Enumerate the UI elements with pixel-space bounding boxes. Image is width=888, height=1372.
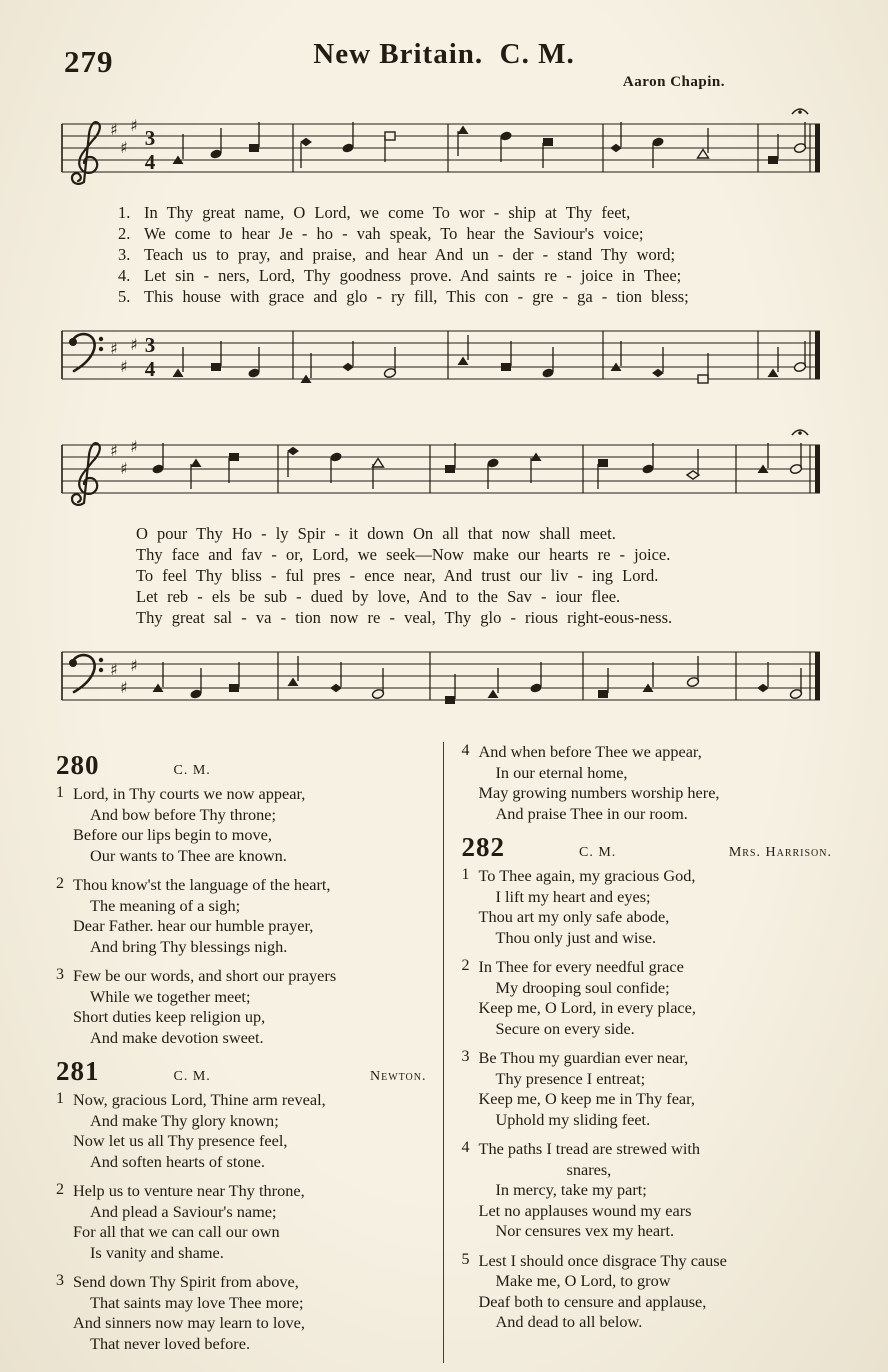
verse-number: 4. (118, 266, 131, 285)
sharp-icon: ♯ (110, 120, 118, 139)
verse-text: Teach us to pray, and praise, and hear And un - der - stand Thy word; (144, 245, 676, 264)
left-column (56, 742, 443, 1363)
stanza-line: Keep me, O Lord, in every place, (478, 998, 696, 1017)
fermata-icon (798, 110, 802, 114)
stanza-number: 4 (461, 1139, 470, 1156)
verse-text: O pour Thy Ho - ly Spir - it down On all that now shall meet. (136, 524, 616, 543)
verse-text: Thy great sal - va - tion now re - veal, Thy glo - rious right-eous-ness. (136, 608, 673, 627)
stanza-line: Thou know'st the language of the heart, (73, 875, 331, 894)
note-head (191, 459, 202, 468)
sharp-icon: ♯ (120, 357, 128, 376)
hymn-author: Newton. (369, 1069, 427, 1084)
note-head (173, 369, 184, 378)
page-title: New Britain. C. M. (313, 38, 575, 70)
stanza-line: Let no applauses wound my ears (478, 1200, 692, 1220)
hymn-meter: C. M. (173, 763, 211, 778)
page-header (58, 34, 830, 100)
stanza-line: And bring Thy blessings nigh. (90, 936, 288, 956)
verse-line (118, 223, 830, 244)
stanza-line: Be Thou my guardian ever near, (478, 1048, 689, 1067)
note-head (768, 369, 779, 378)
verse-text: Let sin - ners, Lord, Thy goodness prove. And saints re - joice in Thee; (144, 266, 682, 285)
composer-name: Aaron Chapin. (622, 74, 725, 90)
stanza-number: 2 (56, 875, 64, 892)
note-head (342, 363, 354, 371)
hymn-number: 280 (56, 750, 100, 780)
note-head (445, 696, 455, 704)
note-head (488, 690, 499, 699)
stanza-line: In mercy, take my part; (495, 1180, 647, 1199)
right-column (444, 742, 833, 1363)
bass-clef-icon (99, 668, 103, 672)
stanza-line: That never loved before. (90, 1333, 251, 1353)
stanza-line: While we together meet; (90, 986, 251, 1006)
hymn-number: 281 (56, 1056, 100, 1086)
hymn-header (462, 834, 833, 861)
stanza (462, 1139, 833, 1242)
stanza (56, 966, 427, 1048)
sharp-icon: ♯ (120, 459, 128, 478)
sharp-icon: ♯ (130, 656, 138, 675)
hymn-header (56, 752, 427, 779)
stanza-line: Is vanity and shame. (90, 1242, 224, 1262)
stanza-number: 1 (56, 784, 64, 801)
note-head (543, 138, 553, 146)
sharp-icon: ♯ (110, 339, 118, 358)
verses-part2 (136, 523, 830, 628)
stanza-number: 1 (56, 1090, 64, 1107)
system-1 (58, 104, 830, 196)
note-head (211, 363, 221, 371)
stanza-line: Keep me, O keep me in Thy fear, (478, 1089, 695, 1108)
stanza-line: And when before Thee we appear, (478, 742, 702, 761)
stanza-line: My drooping soul confide; (495, 977, 670, 997)
stanza-line: The paths I tread are strewed with (478, 1139, 701, 1158)
stanza-number: 3 (56, 1272, 64, 1289)
stanza-line: snares, (566, 1159, 612, 1179)
verses-part1 (118, 202, 830, 307)
stanza-number: 2 (461, 957, 470, 974)
stanza-line: To Thee again, my gracious God, (478, 866, 696, 885)
time-signature-top: 3 (144, 333, 156, 357)
stanza-line: Deaf both to censure and applause, (478, 1291, 707, 1311)
system-2 (58, 425, 830, 517)
stanza-line: Send down Thy Spirit from above, (73, 1272, 299, 1291)
stanza-line: And make devotion sweet. (90, 1027, 264, 1047)
stanza-line: Before our lips begin to move, (73, 825, 272, 844)
note-head (652, 369, 664, 377)
stanza (56, 1090, 427, 1172)
stanza-line: Now let us all Thy presence feel, (73, 1131, 288, 1150)
note-head (229, 453, 239, 461)
stanza-line: Thou art my only safe abode, (478, 907, 670, 926)
treble-staff-1 (58, 104, 828, 196)
stanza-line: Uphold my sliding feet. (495, 1109, 651, 1129)
stanza (56, 1181, 427, 1263)
bass-staff-2 (58, 632, 828, 728)
note-head (229, 684, 239, 692)
stanza-line: And dead to all below. (495, 1312, 643, 1331)
stanza-line: And sinners now may learn to love, (73, 1313, 305, 1332)
note-head (757, 684, 769, 692)
stanza-line: In our eternal home, (495, 762, 628, 782)
verse-number: 2. (118, 224, 131, 243)
hymn-number: 282 (461, 832, 505, 862)
stanza (462, 742, 833, 824)
hymn-header (56, 1058, 427, 1085)
stanza-number: 3 (461, 1048, 470, 1065)
stanza-line: And bow before Thy throne; (90, 804, 276, 824)
sharp-icon: ♯ (120, 138, 128, 157)
time-signature-bottom: 4 (144, 150, 156, 174)
system-1-bass (58, 311, 830, 407)
note-head (249, 144, 259, 152)
time-signature-bottom: 4 (144, 357, 156, 381)
verse-number: 3. (118, 245, 131, 264)
stanza (56, 784, 427, 866)
bass-clef-icon (99, 337, 103, 341)
sharp-icon: ♯ (130, 116, 138, 135)
sharp-icon: ♯ (130, 335, 138, 354)
system-2-bass (58, 632, 830, 728)
stanza-line: Short duties keep religion up, (73, 1007, 266, 1026)
stanza-line: Thou only just and wise. (495, 927, 657, 947)
note-head (445, 465, 455, 473)
bass-clef-icon (69, 659, 77, 667)
note-head (598, 459, 608, 467)
verse-text: Let reb - els be sub - dued by love, And to the Sav - iour flee. (136, 587, 621, 606)
verse-text: We come to hear Je - ho - vah speak, To hear the Saviour's voice; (144, 224, 644, 243)
verse-number: 5. (118, 287, 131, 306)
note-head (385, 132, 395, 140)
verse-line (136, 544, 830, 565)
stanza-line: I lift my heart and eyes; (495, 886, 651, 906)
stanza-line: Dear Father. hear our humble prayer, (73, 916, 314, 935)
music-section (58, 104, 830, 728)
hymn-meter: C. M. (579, 845, 617, 860)
treble-clef-icon (72, 443, 100, 505)
stanza-line: And praise Thee in our room. (495, 803, 688, 823)
bass-staff-1 (58, 311, 828, 407)
verse-text: To feel Thy bliss - ful pres - ence near, And trust our liv - ing Lord. (136, 566, 659, 585)
stanza-number: 3 (56, 966, 64, 983)
sharp-icon: ♯ (110, 660, 118, 679)
verse-line (136, 565, 830, 586)
stanza-number: 2 (56, 1181, 64, 1198)
stanza (462, 1251, 833, 1333)
stanza-line: Lord, in Thy courts we now appear, (73, 784, 306, 803)
stanza-line: That saints may love Thee more; (90, 1292, 304, 1312)
stanza-line: And soften hearts of stone. (90, 1151, 265, 1171)
stanza-line: For all that we can call our own (73, 1222, 280, 1241)
stanza-line: And make Thy glory known; (90, 1110, 279, 1130)
note-head (458, 126, 469, 135)
verse-line (118, 202, 830, 223)
stanza-line: Help us to venture near Thy throne, (73, 1181, 305, 1200)
verse-number: 1. (118, 203, 131, 222)
note-head (373, 459, 384, 468)
stanza-line: Secure on every side. (495, 1018, 635, 1038)
note-head (501, 363, 511, 371)
note-head (288, 678, 299, 687)
note-head (458, 357, 469, 366)
sharp-icon: ♯ (110, 441, 118, 460)
verse-line (118, 244, 830, 265)
stanza-line: Make me, O Lord, to grow (495, 1271, 671, 1290)
verse-line (136, 607, 830, 628)
note-head (687, 471, 699, 479)
stanza-number: 5 (461, 1250, 470, 1268)
stanza-line: Lest I should once disgrace Thy cause (478, 1250, 727, 1270)
note-head (330, 684, 342, 692)
fermata-icon (798, 431, 802, 435)
time-signature-top: 3 (144, 126, 156, 150)
stanza-line: Nor censures vex my heart. (495, 1221, 675, 1240)
stanza (56, 1272, 427, 1354)
hymn-text-columns (56, 742, 832, 1363)
verse-text: In Thy great name, O Lord, we come To wor - ship at Thy feet, (144, 203, 631, 222)
bass-clef-icon (99, 658, 103, 662)
note-head (698, 375, 708, 383)
stanza (462, 957, 833, 1039)
sharp-icon: ♯ (120, 678, 128, 697)
sharp-icon: ♯ (130, 437, 138, 456)
bass-clef-icon (99, 347, 103, 351)
treble-clef-icon (72, 122, 100, 184)
stanza-line: Few be our words, and short our prayers (73, 966, 337, 985)
note-head (300, 138, 312, 146)
bass-clef-icon (69, 338, 77, 346)
stanza-line: Our wants to Thee are known. (90, 845, 287, 865)
hymn-author: Mrs. Harrison. (728, 845, 832, 860)
stanza (462, 866, 833, 948)
verse-text: Thy face and fav - or, Lord, we seek—Now make our hearts re - joice. (136, 545, 671, 564)
note-head (610, 144, 622, 152)
note-head (287, 447, 299, 455)
verse-line (136, 586, 830, 607)
stanza (462, 1048, 833, 1130)
stanza-line: May growing numbers worship here, (478, 783, 720, 802)
verse-line (118, 286, 830, 307)
stanza-line: And plead a Saviour's name; (90, 1201, 277, 1221)
verse-line (118, 265, 830, 286)
verse-text: This house with grace and glo - ry fill, This con - gre - ga - tion bless; (144, 287, 689, 306)
stanza-line: Now, gracious Lord, Thine arm reveal, (73, 1090, 326, 1109)
treble-staff-2 (58, 425, 828, 517)
stanza-line: The meaning of a sigh; (90, 895, 241, 915)
stanza-line: In Thee for every needful grace (478, 957, 684, 976)
hymn-meter: C. M. (173, 1069, 211, 1084)
stanza-line: Thy presence I entreat; (495, 1068, 646, 1088)
stanza (56, 875, 427, 957)
note-head (698, 150, 709, 159)
note-head (768, 156, 778, 164)
hymn-number-279: 279 (64, 44, 114, 79)
stanza-number: 4 (461, 742, 470, 759)
note-head (598, 690, 608, 698)
stanza-number: 1 (461, 866, 470, 883)
verse-line (136, 523, 830, 544)
